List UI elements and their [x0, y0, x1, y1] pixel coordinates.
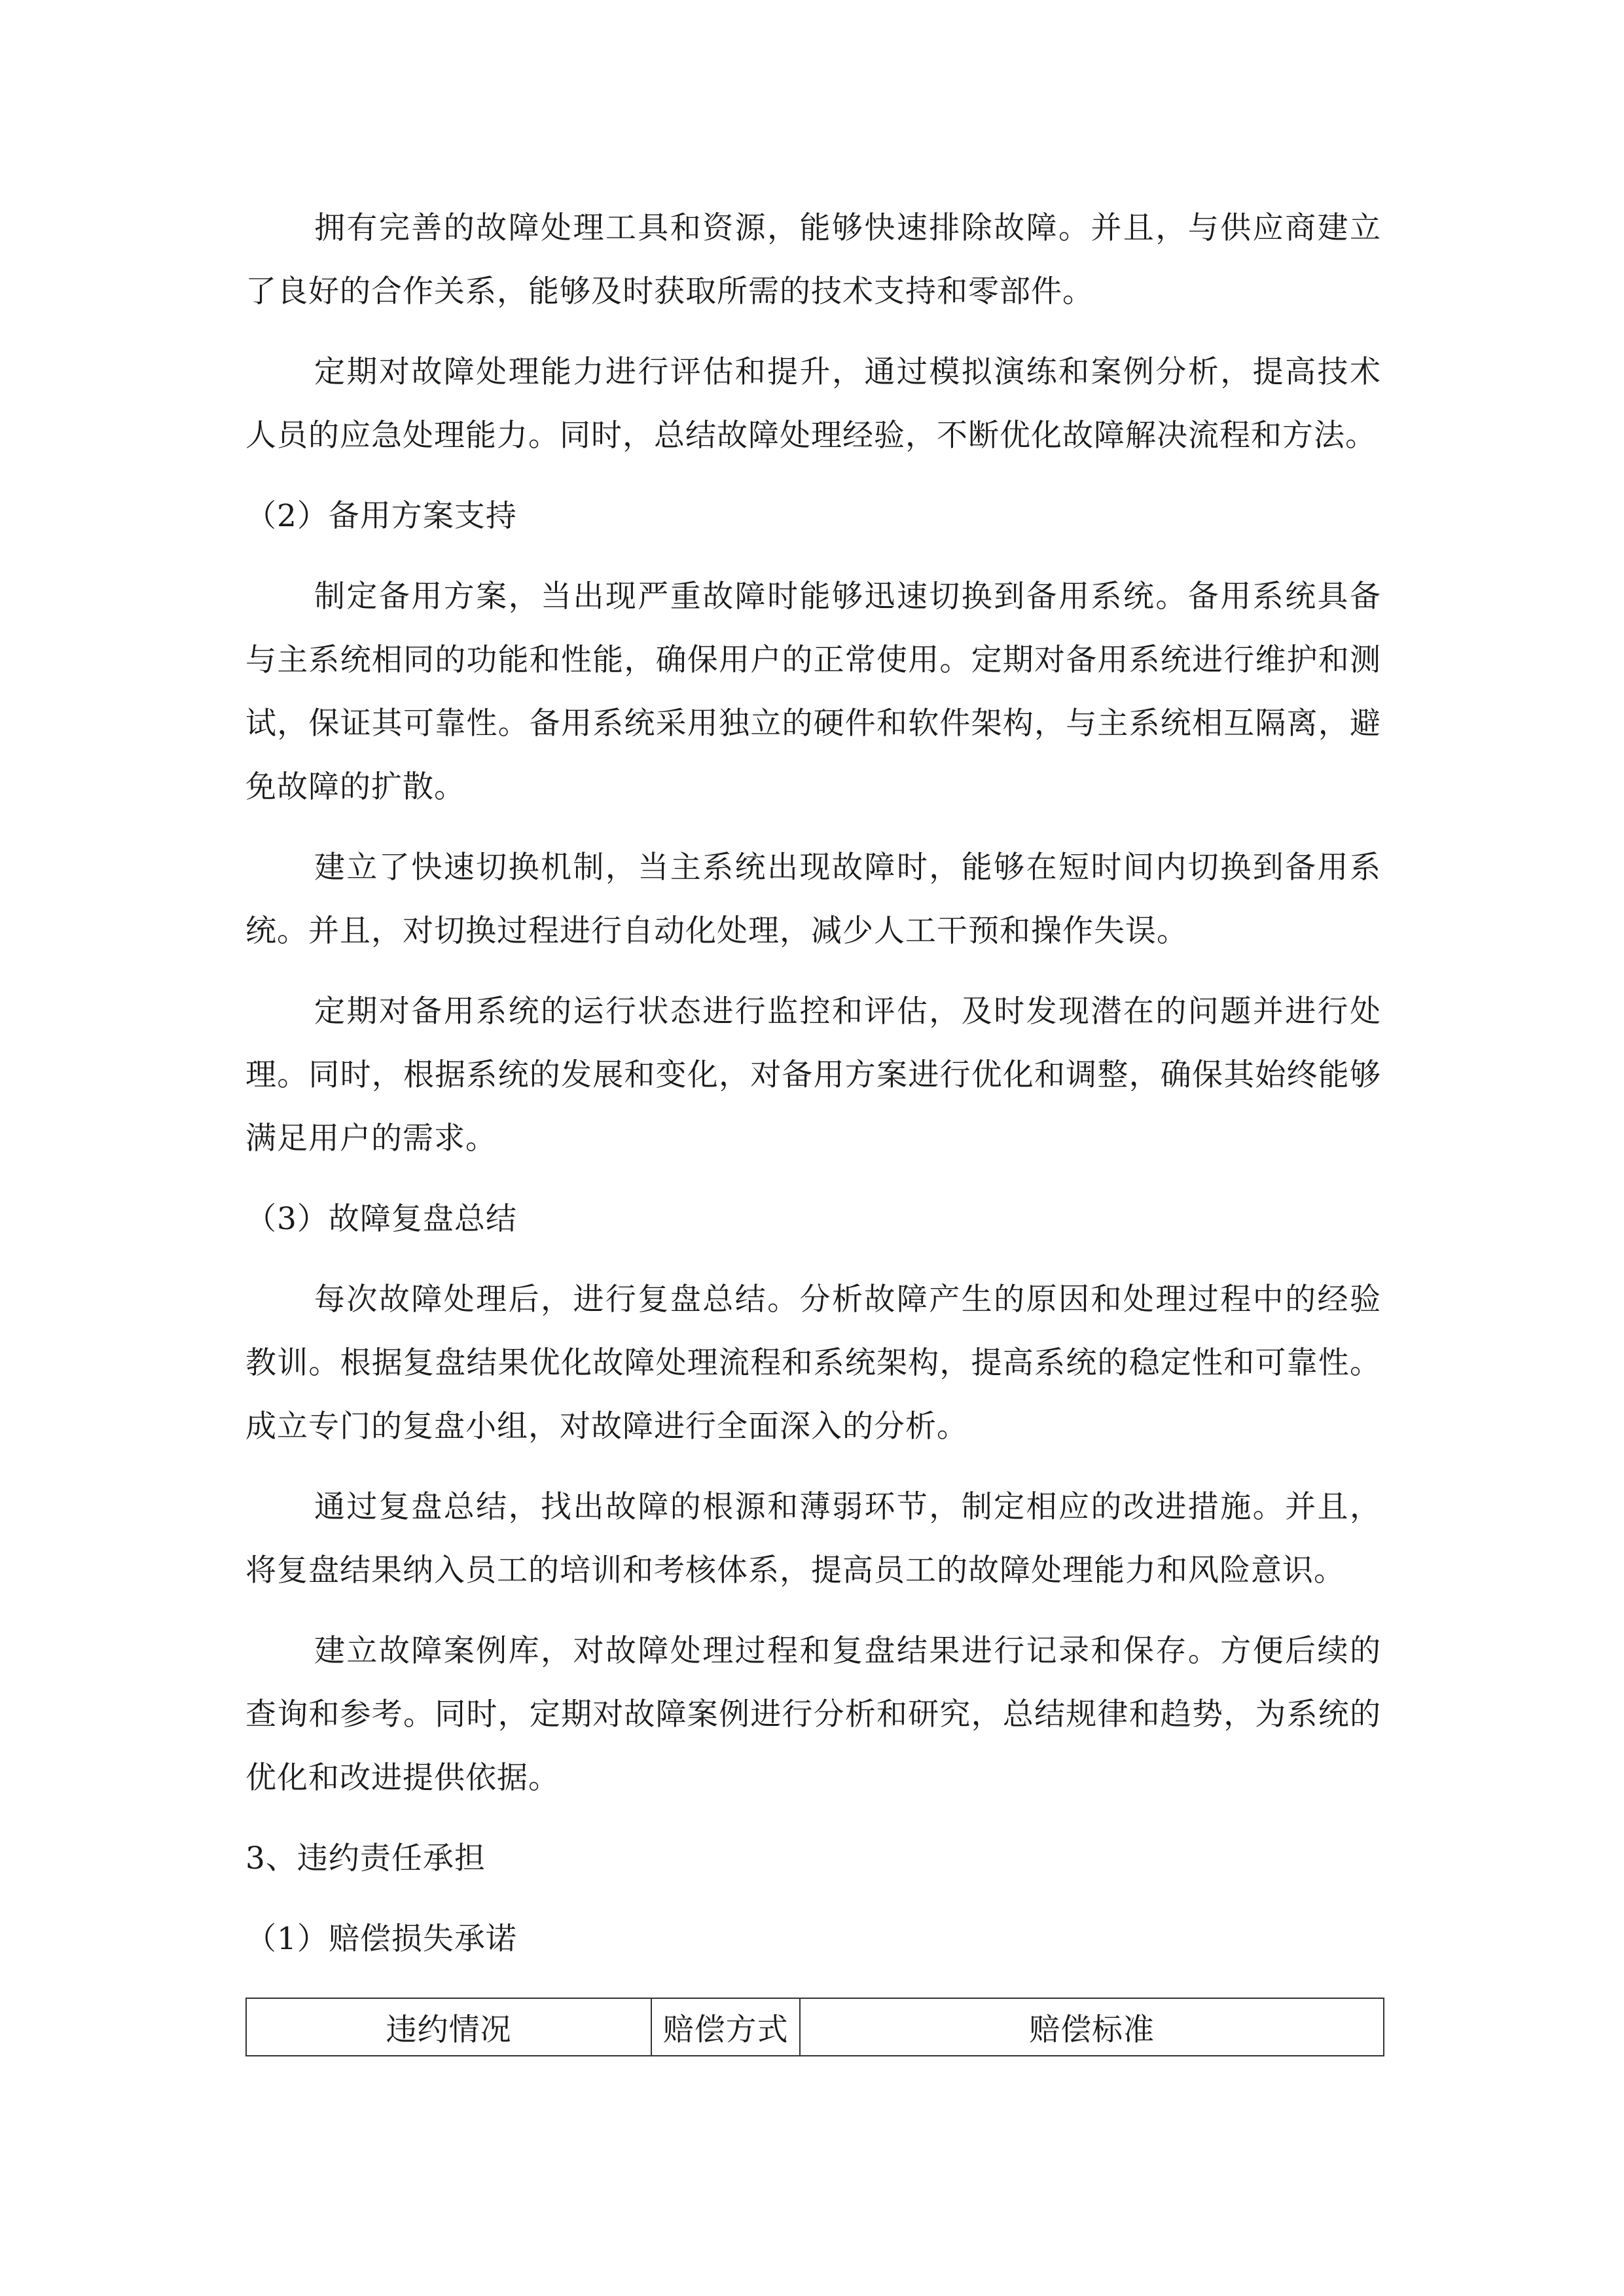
- document-body: [245, 196, 1381, 1988]
- table-header-compensation-method: 赔偿方式: [651, 1998, 800, 2056]
- table-header-breach-situation: 违约情况: [246, 1998, 651, 2056]
- paragraph-root-cause: 通过复盘总结，找出故障的根源和薄弱环节，制定相应的改进措施。并且，将复盘结果纳入员工的培训和考核体系，提高员工的故障处理能力和风险意识。: [245, 1489, 1381, 1588]
- paragraph-backup-system: 制定备用方案，当出现严重故障时能够迅速切换到备用系统。备用系统具备与主系统相同的功能和性能，确保用户的正常使用。定期对备用系统进行维护和测试，保证其可靠性。备用系统采用独立的硬件和软件架构，与主系统相互隔离，避免故障的扩散。: [245, 579, 1381, 805]
- section-heading-liability: 3、违约责任承担: [245, 1840, 486, 1876]
- section-heading-compensation: （1）赔偿损失承诺: [245, 1921, 517, 1957]
- paragraph-troubleshooting-resources: 拥有完善的故障处理工具和资源，能够快速排除故障。并且，与供应商建立了良好的合作关系，能够及时获取所需的技术支持和零部件。: [245, 210, 1381, 310]
- table-header-row: [246, 1998, 1384, 2056]
- section-heading-fault-review: （3）故障复盘总结: [245, 1201, 517, 1237]
- table-header-compensation-standard: 赔偿标准: [800, 1998, 1384, 2056]
- paragraph-case-library: 建立故障案例库，对故障处理过程和复盘结果进行记录和保存。方便后续的查询和参考。同时，定期对故障案例进行分析和研究，总结规律和趋势，为系统的优化和改进提供依据。: [245, 1633, 1381, 1796]
- compensation-table: [245, 1998, 1384, 2056]
- paragraph-review-after-fault: 每次故障处理后，进行复盘总结。分析故障产生的原因和处理过程中的经验教训。根据复盘结果优化故障处理流程和系统架构，提高系统的稳定性和可靠性。成立专门的复盘小组，对故障进行全面深入的分析。: [245, 1282, 1381, 1444]
- paragraph-backup-monitoring: 定期对备用系统的运行状态进行监控和评估，及时发现潜在的问题并进行处理。同时，根据系统的发展和变化，对备用方案进行优化和调整，确保其始终能够满足用户的需求。: [245, 994, 1381, 1157]
- section-heading-backup-plan: （2）备用方案支持: [245, 498, 517, 534]
- paragraph-fast-switch: 建立了快速切换机制，当主系统出现故障时，能够在短时间内切换到备用系统。并且，对切换过程进行自动化处理，减少人工干预和操作失误。: [245, 850, 1381, 949]
- paragraph-capability-assessment: 定期对故障处理能力进行评估和提升，通过模拟演练和案例分析，提高技术人员的应急处理能力。同时，总结故障处理经验，不断优化故障解决流程和方法。: [245, 354, 1381, 454]
